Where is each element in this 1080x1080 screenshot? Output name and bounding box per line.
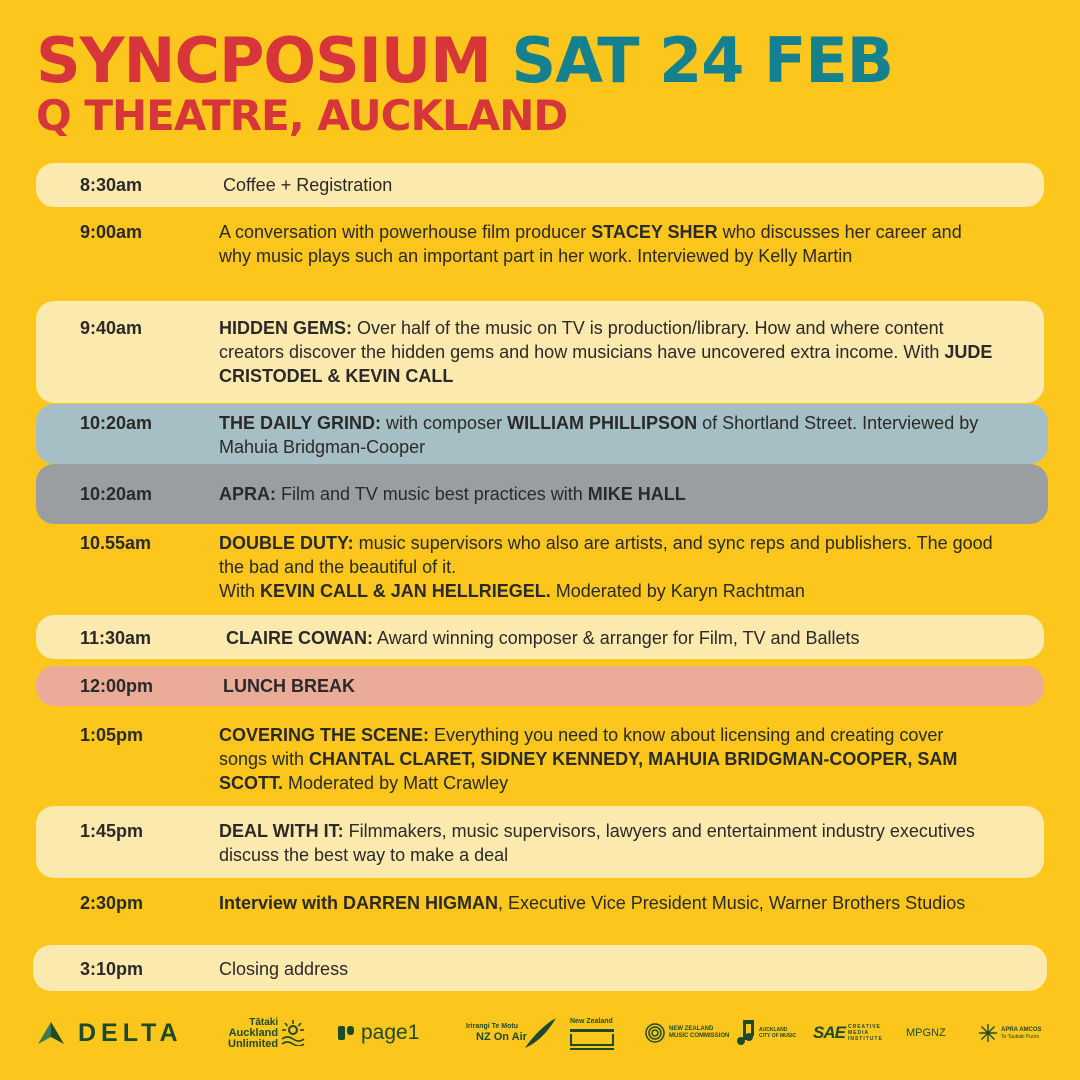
highlight-text: LUNCH BREAK xyxy=(223,676,355,696)
highlight-text: APRA: xyxy=(219,484,276,504)
description-text: A conversation with powerhouse film producer xyxy=(219,222,592,242)
row-description xyxy=(219,220,974,268)
row-time: 1:45pm xyxy=(80,821,144,841)
description-text: with composer xyxy=(381,413,508,433)
event-venue: Q THEATRE, AUCKLAND xyxy=(36,91,568,140)
row-time: 11:30am xyxy=(80,628,152,648)
nz-on-air-logo xyxy=(466,1008,557,1058)
description-text: music supervisors who also are artists, and sync reps and publishers. The good the bad and the beautiful of it. xyxy=(219,533,993,577)
music-commission-line2: MUSIC COMMISSION xyxy=(669,1033,730,1039)
nz-music-commission-logo xyxy=(645,1008,729,1058)
highlight-text: THE DAILY GRIND: xyxy=(219,413,382,433)
row-time: 12:00pm xyxy=(80,676,154,696)
description-text: who discusses her career and why music plays such an important part in her work. Interviewed by Kelly Martin xyxy=(219,222,962,266)
row-time: 3:10pm xyxy=(80,959,144,979)
description-text: Moderated by Matt Crawley xyxy=(283,773,509,793)
sae-line3: INSTITUTE xyxy=(847,1036,883,1042)
apra-line2: Te Tautiaki Puoro xyxy=(1001,1033,1040,1040)
highlight-text: WILLIAM PHILLIPSON xyxy=(507,413,698,433)
nz-on-air-line1: Irirangi Te Motu xyxy=(466,1023,518,1030)
row-description xyxy=(223,173,1024,197)
description-text: Closing address xyxy=(219,959,349,979)
row-description xyxy=(219,531,1014,603)
event-title: SYNCPOSIUM xyxy=(36,24,491,97)
row-time: 10:20am xyxy=(80,413,153,433)
sae-wordmark: SAE xyxy=(813,1023,845,1042)
sae-line1: CREATIVE xyxy=(847,1024,881,1030)
highlight-text: COVERING THE SCENE: xyxy=(219,725,430,745)
row-description xyxy=(219,891,994,915)
schedule-row xyxy=(36,666,1044,706)
city-of-music-line2: CITY OF MUSIC xyxy=(759,1033,797,1039)
schedule-row xyxy=(33,945,1047,991)
row-time: 8:30am xyxy=(80,175,143,195)
header xyxy=(36,24,893,140)
row-description xyxy=(219,316,1004,388)
sae-line2: MEDIA xyxy=(847,1030,870,1036)
row-description xyxy=(219,957,1027,981)
row-description xyxy=(219,819,984,867)
description-text: With xyxy=(219,581,261,601)
highlight-text: CLAIRE COWAN: xyxy=(226,628,373,648)
row-time: 10:20am xyxy=(80,484,153,504)
schedule-row xyxy=(36,217,1044,297)
row-time: 9:40am xyxy=(80,318,143,338)
apra-line1: APRA AMCOS xyxy=(1001,1026,1042,1033)
schedule-row xyxy=(36,301,1044,403)
auckland-unlimited-line1: Tātaki xyxy=(249,1016,279,1028)
sponsor-strip xyxy=(0,1008,1080,1058)
headline xyxy=(36,24,893,97)
mpgnz-wordmark: MPGNZ xyxy=(906,1027,946,1039)
highlight-text: HIDDEN GEMS: xyxy=(219,318,353,338)
highlight-text: CHANTAL CLARET, SIDNEY KENNEDY, MAHUIA BRIDGMAN-COOPER, SAM SCOTT. xyxy=(219,749,958,793)
description-text: Everything you need to know about licensing and creating cover songs with xyxy=(219,725,944,769)
schedule-row xyxy=(36,722,1044,802)
highlight-text: DEAL WITH IT: xyxy=(219,821,344,841)
highlight-text: JUDE CRISTODEL & KEVIN CALL xyxy=(219,342,993,386)
row-description xyxy=(219,411,1028,459)
auckland-unlimited-logo xyxy=(228,1008,305,1058)
auckland-unlimited-line2: Auckland xyxy=(228,1026,279,1039)
description-text: , Executive Vice President Music, Warner Brothers Studios xyxy=(498,893,966,913)
row-time: 10.55am xyxy=(80,533,152,553)
apra-amcos-logo xyxy=(978,1008,1042,1058)
row-description xyxy=(223,674,1024,698)
music-commission-line1: NEW ZEALAND xyxy=(669,1026,714,1032)
sae-logo xyxy=(813,1008,883,1058)
description-text: of Shortland Street. Interviewed by Mahuia Bridgman-Cooper xyxy=(219,413,979,457)
description-text: Filmmakers, music supervisors, lawyers and entertainment industry executives discuss the best way to make a deal xyxy=(219,821,975,865)
description-text: Coffee + Registration xyxy=(223,175,393,195)
schedule-row xyxy=(36,163,1044,207)
row-description xyxy=(226,626,1034,650)
delta-logo xyxy=(38,1008,183,1058)
sunburst-icon xyxy=(281,1020,305,1046)
description-text: Award winning composer & arranger for Film, TV and Ballets xyxy=(373,628,860,648)
nz-film-commission-logo xyxy=(570,1008,614,1058)
description-text: Over half of the music on TV is production/library. How and where content creators discover the hidden gems and how musicians have uncovered extra income. With xyxy=(219,318,945,362)
page1-logo xyxy=(338,1008,419,1058)
highlight-text: DARREN HIGMAN xyxy=(343,893,499,913)
description-text: Film and TV music best practices with xyxy=(276,484,588,504)
page1-mark-icon xyxy=(338,1024,356,1042)
city-of-music-line1: AUCKLAND xyxy=(759,1027,788,1033)
leaf-swoosh-icon xyxy=(523,1016,557,1050)
schedule-row xyxy=(36,806,1044,878)
row-time: 9:00am xyxy=(80,222,143,242)
schedule-row xyxy=(36,464,1048,524)
delta-triangle-icon xyxy=(38,1022,64,1044)
mpgnz-logo xyxy=(906,1008,946,1058)
row-time: 2:30pm xyxy=(80,893,144,913)
nz-film-commission-text: New Zealand xyxy=(570,1017,613,1025)
auckland-city-of-music-logo xyxy=(736,1008,796,1058)
row-time: 1:05pm xyxy=(80,725,144,745)
starburst-icon xyxy=(978,1023,998,1043)
highlight-text: Interview with xyxy=(219,893,344,913)
nz-on-air-line2: NZ On Air xyxy=(476,1031,527,1043)
highlight-text: DOUBLE DUTY: xyxy=(219,533,354,553)
highlight-text: MIKE HALL xyxy=(587,484,686,504)
event-date: SAT 24 FEB xyxy=(511,24,893,97)
row-description xyxy=(219,723,994,795)
concentric-circles-icon xyxy=(645,1023,665,1043)
schedule-row xyxy=(36,615,1044,659)
schedule-row xyxy=(36,890,1044,940)
highlight-text: KEVIN CALL & JAN HELLRIEGEL. xyxy=(260,581,551,601)
auckland-unlimited-line3: Unlimited xyxy=(228,1037,279,1050)
schedule-row xyxy=(36,530,1044,610)
delta-wordmark: DELTA xyxy=(78,1018,183,1047)
page1-wordmark: page1 xyxy=(361,1021,420,1044)
music-note-icon xyxy=(736,1020,756,1046)
row-description xyxy=(219,482,1028,506)
highlight-text: STACEY SHER xyxy=(591,222,718,242)
schedule-row xyxy=(36,404,1048,464)
description-text: Moderated by Karyn Rachtman xyxy=(550,581,805,601)
